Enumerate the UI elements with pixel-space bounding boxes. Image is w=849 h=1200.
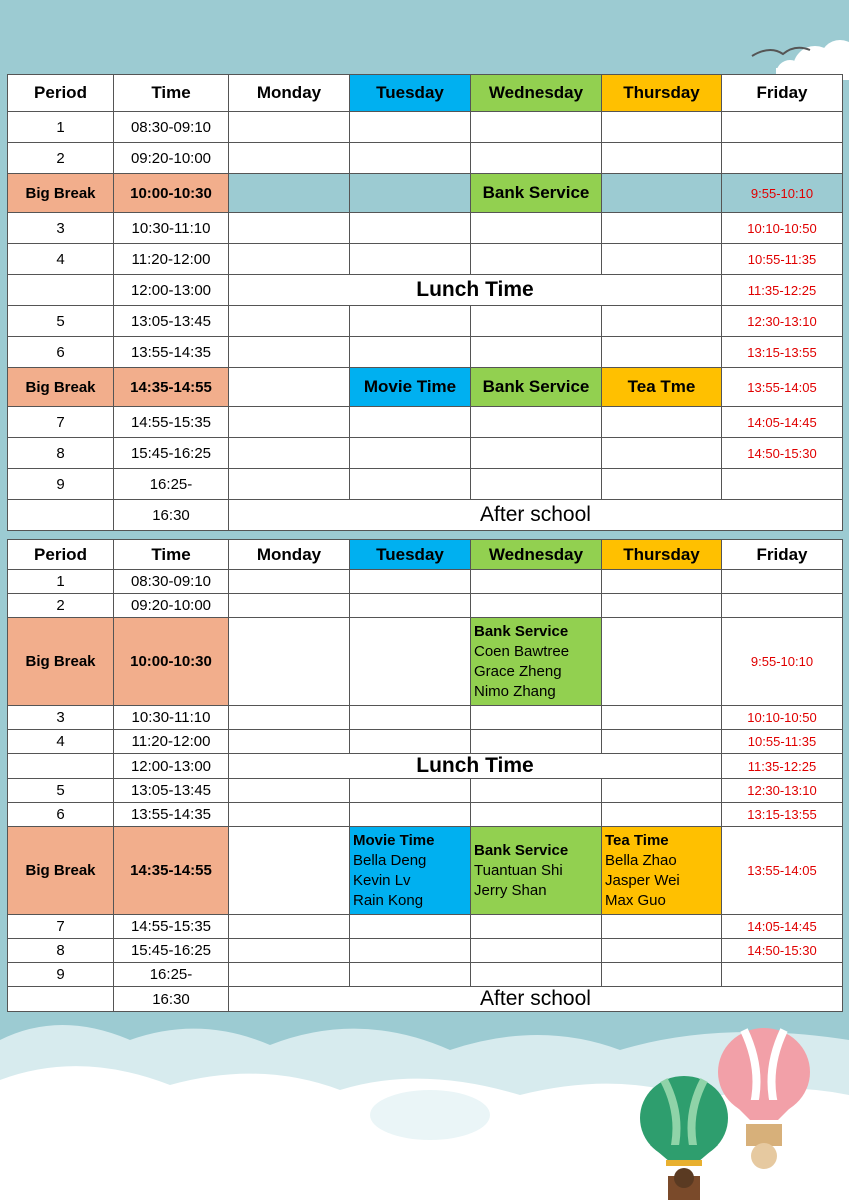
empty-cell [602, 407, 722, 438]
roster-name: Kevin Lv [353, 871, 411, 889]
roster-name: Tuantuan Shi [474, 861, 563, 879]
empty-cell [471, 112, 602, 143]
empty-cell [350, 803, 471, 827]
time-cell: 15:45-16:25 [114, 438, 229, 469]
empty-cell [602, 594, 722, 618]
time-cell: 13:55-14:35 [114, 803, 229, 827]
time-cell: 16:30 [114, 987, 229, 1012]
time-cell: 11:20-12:00 [114, 244, 229, 275]
empty-cell [229, 779, 350, 803]
wednesday-roster-cell [471, 827, 602, 915]
timetable-2 [7, 539, 843, 1012]
after-school-label: After school [229, 987, 843, 1012]
empty-cell [602, 174, 722, 213]
empty-cell [602, 112, 722, 143]
empty-cell [602, 306, 722, 337]
lunch-row [8, 275, 843, 306]
after-school-row [8, 500, 843, 531]
empty-cell [229, 112, 350, 143]
empty-cell [350, 594, 471, 618]
empty-cell [602, 143, 722, 174]
friday-time-cell: 13:15-13:55 [722, 337, 843, 368]
header-tuesday: Tuesday [350, 75, 471, 112]
period-cell: 8 [8, 939, 114, 963]
roster-name: Jerry Shan [474, 881, 547, 899]
roster-name: Nimo Zhang [474, 682, 556, 700]
empty-cell [602, 618, 722, 706]
period-cell: 3 [8, 706, 114, 730]
empty-cell [471, 730, 602, 754]
time-cell: 12:00-13:00 [114, 275, 229, 306]
time-cell: 14:55-15:35 [114, 407, 229, 438]
period-cell: 3 [8, 213, 114, 244]
table-row [8, 306, 843, 337]
empty-cell [350, 730, 471, 754]
friday-time-cell [722, 594, 843, 618]
empty-cell [471, 594, 602, 618]
friday-time-cell [722, 469, 843, 500]
friday-time-cell: 12:30-13:10 [722, 306, 843, 337]
table-row [8, 143, 843, 174]
period-cell [8, 754, 114, 779]
empty-cell [350, 143, 471, 174]
friday-time-cell: 9:55-10:10 [722, 618, 843, 706]
header-friday: Friday [722, 75, 843, 112]
empty-cell [350, 779, 471, 803]
time-cell: 13:55-14:35 [114, 337, 229, 368]
empty-cell [229, 570, 350, 594]
empty-cell [229, 730, 350, 754]
empty-cell [350, 112, 471, 143]
lunch-time-label: Lunch Time [229, 275, 722, 306]
empty-cell [471, 438, 602, 469]
friday-time-cell: 10:55-11:35 [722, 730, 843, 754]
empty-cell [229, 213, 350, 244]
time-cell: 11:20-12:00 [114, 730, 229, 754]
header-monday: Monday [229, 75, 350, 112]
period-cell: 6 [8, 803, 114, 827]
table-row [8, 594, 843, 618]
period-cell: 2 [8, 594, 114, 618]
empty-cell [602, 939, 722, 963]
empty-cell [350, 244, 471, 275]
empty-cell [471, 939, 602, 963]
roster-name: Jasper Wei [605, 871, 680, 889]
time-cell: 12:00-13:00 [114, 754, 229, 779]
header-monday: Monday [229, 540, 350, 570]
empty-cell [471, 306, 602, 337]
break-time-cell: 10:00-10:30 [114, 174, 229, 213]
friday-time-cell: 10:10-10:50 [722, 213, 843, 244]
roster-title: Tea Time [605, 831, 669, 849]
table-row [8, 244, 843, 275]
friday-time-cell: 11:35-12:25 [722, 754, 843, 779]
break-row [8, 827, 843, 915]
empty-cell [602, 803, 722, 827]
empty-cell [350, 337, 471, 368]
empty-cell [602, 337, 722, 368]
time-cell: 14:55-15:35 [114, 915, 229, 939]
period-cell: 6 [8, 337, 114, 368]
table-row [8, 407, 843, 438]
header-thursday: Thursday [602, 75, 722, 112]
time-cell: 13:05-13:45 [114, 779, 229, 803]
table-row [8, 469, 843, 500]
empty-cell [229, 337, 350, 368]
header-time: Time [114, 75, 229, 112]
header-row [8, 540, 843, 570]
empty-cell [229, 618, 350, 706]
friday-time-cell: 9:55-10:10 [722, 174, 843, 213]
break-row [8, 174, 843, 213]
time-cell: 16:25- [114, 963, 229, 987]
period-cell: 7 [8, 915, 114, 939]
friday-time-cell: 10:55-11:35 [722, 244, 843, 275]
friday-time-cell [722, 570, 843, 594]
friday-time-cell: 14:50-15:30 [722, 939, 843, 963]
empty-cell [229, 939, 350, 963]
empty-cell [350, 915, 471, 939]
table-row [8, 570, 843, 594]
friday-time-cell: 14:50-15:30 [722, 438, 843, 469]
empty-cell [471, 244, 602, 275]
time-cell: 09:20-10:00 [114, 143, 229, 174]
period-cell: 5 [8, 306, 114, 337]
empty-cell [471, 570, 602, 594]
empty-cell [229, 407, 350, 438]
empty-cell [471, 337, 602, 368]
table-row [8, 337, 843, 368]
period-cell: 9 [8, 963, 114, 987]
timetable-1 [7, 74, 843, 531]
roster-name: Bella Deng [353, 851, 427, 869]
tuesday-event-cell: Movie Time [350, 368, 471, 407]
header-friday: Friday [722, 540, 843, 570]
break-label-cell: Big Break [8, 368, 114, 407]
empty-cell [471, 706, 602, 730]
empty-cell [471, 963, 602, 987]
table-row [8, 213, 843, 244]
roster-name: Rain Kong [353, 891, 424, 909]
thursday-roster-cell [602, 827, 722, 915]
header-row [8, 75, 843, 112]
friday-time-cell: 14:05-14:45 [722, 915, 843, 939]
break-time-cell: 14:35-14:55 [114, 368, 229, 407]
empty-cell [602, 963, 722, 987]
time-cell: 15:45-16:25 [114, 939, 229, 963]
period-cell: 4 [8, 730, 114, 754]
friday-time-cell: 12:30-13:10 [722, 779, 843, 803]
period-cell [8, 275, 114, 306]
empty-cell [350, 570, 471, 594]
friday-time-cell [722, 143, 843, 174]
header-wednesday: Wednesday [471, 75, 602, 112]
empty-cell [229, 803, 350, 827]
wednesday-roster-cell [471, 618, 602, 706]
period-cell: 9 [8, 469, 114, 500]
empty-cell [350, 963, 471, 987]
break-time-cell: 10:00-10:30 [114, 618, 229, 706]
friday-time-cell: 11:35-12:25 [722, 275, 843, 306]
empty-cell [602, 915, 722, 939]
empty-cell [471, 213, 602, 244]
empty-cell [471, 469, 602, 500]
time-cell: 13:05-13:45 [114, 306, 229, 337]
empty-cell [350, 939, 471, 963]
empty-cell [350, 213, 471, 244]
empty-cell [229, 174, 350, 213]
time-cell: 16:30 [114, 500, 229, 531]
empty-cell [350, 174, 471, 213]
empty-cell [602, 469, 722, 500]
empty-cell [350, 706, 471, 730]
empty-cell [602, 570, 722, 594]
roster-title: Bank Service [474, 622, 569, 640]
empty-cell [350, 469, 471, 500]
roster-title: Bank Service [474, 841, 569, 859]
empty-cell [229, 706, 350, 730]
empty-cell [602, 779, 722, 803]
table-row [8, 915, 843, 939]
friday-time-cell [722, 112, 843, 143]
friday-time-cell: 14:05-14:45 [722, 407, 843, 438]
empty-cell [229, 438, 350, 469]
period-cell: 4 [8, 244, 114, 275]
wednesday-event-cell: Bank Service [471, 368, 602, 407]
lunch-time-label: Lunch Time [229, 754, 722, 779]
friday-time-cell [722, 963, 843, 987]
time-cell: 08:30-09:10 [114, 570, 229, 594]
header-tuesday: Tuesday [350, 540, 471, 570]
empty-cell [602, 213, 722, 244]
table-row [8, 438, 843, 469]
break-label-cell: Big Break [8, 174, 114, 213]
table-row [8, 803, 843, 827]
empty-cell [602, 438, 722, 469]
empty-cell [229, 469, 350, 500]
after-school-label: After school [229, 500, 843, 531]
time-cell: 08:30-09:10 [114, 112, 229, 143]
empty-cell [602, 244, 722, 275]
break-time-cell: 14:35-14:55 [114, 827, 229, 915]
break-label-cell: Big Break [8, 827, 114, 915]
tuesday-roster-cell [350, 827, 471, 915]
table-row [8, 706, 843, 730]
roster-title: Movie Time [353, 831, 435, 849]
empty-cell [350, 438, 471, 469]
period-cell: 1 [8, 570, 114, 594]
break-row [8, 368, 843, 407]
table-row [8, 939, 843, 963]
period-cell: 5 [8, 779, 114, 803]
empty-cell [229, 143, 350, 174]
roster-name: Grace Zheng [474, 662, 562, 680]
table-row [8, 779, 843, 803]
empty-cell [471, 915, 602, 939]
header-thursday: Thursday [602, 540, 722, 570]
time-cell: 16:25- [114, 469, 229, 500]
empty-cell [602, 730, 722, 754]
friday-time-cell: 13:55-14:05 [722, 827, 843, 915]
break-label-cell: Big Break [8, 618, 114, 706]
header-time: Time [114, 540, 229, 570]
empty-cell [350, 306, 471, 337]
after-school-row [8, 987, 843, 1012]
table-row [8, 730, 843, 754]
empty-cell [229, 915, 350, 939]
period-cell: 8 [8, 438, 114, 469]
friday-time-cell: 13:55-14:05 [722, 368, 843, 407]
empty-cell [471, 803, 602, 827]
friday-time-cell: 10:10-10:50 [722, 706, 843, 730]
header-period: Period [8, 540, 114, 570]
empty-cell [602, 706, 722, 730]
break-row [8, 618, 843, 706]
table-row [8, 963, 843, 987]
time-cell: 10:30-11:10 [114, 213, 229, 244]
empty-cell [471, 407, 602, 438]
lunch-row [8, 754, 843, 779]
empty-cell [350, 618, 471, 706]
period-cell [8, 500, 114, 531]
header-period: Period [8, 75, 114, 112]
roster-name: Coen Bawtree [474, 642, 570, 660]
time-cell: 10:30-11:10 [114, 706, 229, 730]
table-row [8, 112, 843, 143]
empty-cell [350, 407, 471, 438]
empty-cell [229, 827, 350, 915]
period-cell: 2 [8, 143, 114, 174]
thursday-event-cell: Tea Tme [602, 368, 722, 407]
empty-cell [229, 244, 350, 275]
friday-time-cell: 13:15-13:55 [722, 803, 843, 827]
period-cell: 1 [8, 112, 114, 143]
empty-cell [229, 306, 350, 337]
roster-name: Bella Zhao [605, 851, 677, 869]
period-cell [8, 987, 114, 1012]
period-cell: 7 [8, 407, 114, 438]
roster-name: Max Guo [605, 891, 666, 909]
empty-cell [229, 963, 350, 987]
empty-cell [471, 143, 602, 174]
empty-cell [229, 594, 350, 618]
empty-cell [229, 368, 350, 407]
time-cell: 09:20-10:00 [114, 594, 229, 618]
empty-cell [471, 779, 602, 803]
header-wednesday: Wednesday [471, 540, 602, 570]
wednesday-event-cell: Bank Service [471, 174, 602, 213]
